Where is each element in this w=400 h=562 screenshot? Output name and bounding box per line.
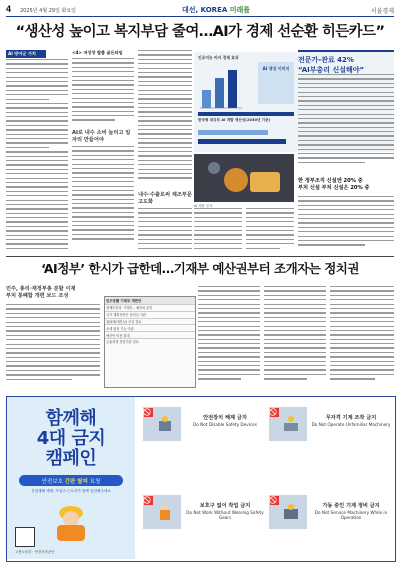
- card-title-en: Do Not Service Machinery While in Operation: [314, 510, 388, 520]
- article2-col-a: [6, 286, 100, 300]
- article1-sub-1: AI로 내수 소비 늘리고 일자리 만들어야: [72, 130, 131, 143]
- article2-sub-2: 부처 통폐합 개편 보드 조성: [6, 293, 69, 299]
- column-sub-2: 부처 신설 부처 신설은 20% 중: [298, 185, 370, 191]
- prohibited-icon: [270, 496, 279, 505]
- column-text-1: [298, 74, 394, 174]
- prohibited-icon: [270, 408, 279, 417]
- card-title-ko: 보호구 없이 작업 금지: [199, 503, 251, 509]
- section-divider: [6, 256, 394, 257]
- publisher-name: 서울경제: [370, 8, 394, 15]
- article1-series-label: <4> 저성장 탈출 골든타임: [72, 50, 123, 55]
- bar-1: [202, 90, 211, 108]
- table-row: 예산안 비용 불대: [105, 331, 195, 338]
- card-title-ko: 안전장치 해제 금지: [203, 415, 247, 421]
- article1-col-b: [72, 50, 134, 143]
- infographic-caption: 한국형 대규모 AI 개발 생산성(2030년 기준): [198, 118, 271, 122]
- prohibited-icon: [144, 408, 153, 417]
- ad-card-3: [140, 492, 266, 532]
- card-image: [143, 407, 181, 441]
- machinery-icon: [283, 415, 299, 433]
- service-machine-icon: [283, 503, 299, 521]
- infographic-panel: [258, 62, 294, 104]
- photo-caption-1: AI 생성 이미지: [262, 66, 290, 71]
- bar-3: [228, 70, 237, 108]
- expert-survey-column: [298, 50, 394, 254]
- card-image: [143, 495, 181, 529]
- table-row: 조세 편성 기능 이관: [105, 324, 195, 331]
- article1-sub-2: 내수·수출로써 제조부문 고도화: [138, 192, 192, 205]
- section-name: 미래를: [229, 6, 251, 14]
- article1-col-b-text-2: [72, 146, 134, 250]
- bar-graphic: [198, 64, 256, 110]
- ad-title-3: 캠페인: [45, 448, 97, 469]
- page-header: [6, 4, 394, 16]
- article1-kicker: AI 방어군 가치: [6, 50, 46, 58]
- infographic-divider: [198, 112, 294, 116]
- article1-col-b-text: [72, 58, 134, 128]
- article2-col-c-text: [198, 286, 260, 390]
- card-title-ko: 가동 중인 기계 정비 금지: [322, 503, 380, 509]
- protective-gear-icon: [157, 503, 173, 521]
- table-title: 민주당發 기재부 개편안: [105, 297, 195, 304]
- table-row: 경제부총리: 기재부 - 예산처 분리: [105, 304, 195, 311]
- column-text-2: [298, 196, 394, 254]
- article1-col-a-text: [6, 59, 68, 255]
- article1-col-d-text: [194, 208, 242, 254]
- section-prefix: 대선, KOREA: [182, 6, 228, 14]
- card-title-en: Do Not Work Without Wearing Safety Gears: [186, 510, 264, 520]
- column-bar: [298, 50, 394, 52]
- robot-hand-graphic: [194, 154, 294, 202]
- table-row: 청와대(예산실) 신설 검토: [105, 318, 195, 325]
- safety-device-icon: [157, 415, 173, 433]
- worker-illustration: [45, 501, 97, 541]
- ad-title-1: 함께해: [45, 408, 97, 429]
- card-title-ko: 무자격 기계 조작 금지: [325, 415, 377, 421]
- column-sub-1: 한 정부조직 신설엔 20% 중: [298, 178, 363, 184]
- pill-highlight: 간판 탈피: [64, 478, 88, 485]
- card-title-en: Do Not Operate Unfamiliar Machinery: [311, 422, 391, 427]
- card-image: [269, 495, 307, 529]
- table-row: 금융정책 전담기관 검토: [105, 338, 195, 345]
- ad-org: 고용노동부 · 안전보건공단: [15, 550, 55, 554]
- column-subtitle: “AI부총리 신설해야”: [298, 66, 365, 74]
- pill-suffix: 요청: [89, 478, 101, 485]
- article1-col-c-text: [138, 50, 192, 190]
- header-rule: [6, 16, 394, 17]
- table-row: 국가 재정전략은 총리실 이관: [105, 311, 195, 318]
- article2-col-a-text: [6, 304, 100, 390]
- article2-col-d-text: [264, 286, 326, 390]
- ad-slogan-pill: [19, 475, 123, 486]
- article2-sub-1: 민주, 총리·재정부총 분할 이재: [6, 286, 76, 292]
- bar-2: [215, 78, 224, 108]
- article2-col-e-text: [330, 286, 394, 390]
- ad-left-panel: [7, 397, 135, 559]
- section-label: [182, 5, 250, 15]
- qr-code-icon: [15, 527, 35, 547]
- prohibited-icon: [144, 496, 153, 505]
- article1-col-e-text: [246, 208, 294, 254]
- ad-card-1: [140, 404, 266, 444]
- ai-illustration-photo: [194, 154, 294, 202]
- pill-prefix: 안전보호: [41, 478, 63, 485]
- ad-footer: 산업재해 예방, 사업주·근로자가 함께 실천해주세요: [31, 489, 111, 493]
- column-title: 전문가-관료 42%: [298, 56, 354, 64]
- card-title-en: Do Not Disable Safety Devices: [193, 422, 257, 427]
- infographic-title: 인공지능 비서 경제 효과: [198, 55, 239, 60]
- article1-col-a: [6, 50, 68, 58]
- article1-col-c-text-2: [138, 208, 192, 256]
- ad-card-4: [266, 492, 392, 532]
- ad-title-2: 4대 금지: [36, 428, 106, 449]
- issue-date: 2025년 4월 29일 화요일: [20, 8, 77, 14]
- article1-headline: “생산성 높이고 복지부담 줄여…AI가 경제 선순환 히든카드”: [15, 24, 385, 40]
- article2-headline: ‘AI정부’ 한시가 급한데…기재부 예산권부터 조개자는 정치권: [41, 261, 359, 276]
- card-image: [269, 407, 307, 441]
- page-number: 4: [6, 4, 12, 14]
- restructure-plan-table: [104, 296, 196, 388]
- ad-card-2: [266, 404, 392, 444]
- growth-bars: [198, 126, 294, 148]
- photo-caption-2: AI 채용 문서: [194, 204, 213, 208]
